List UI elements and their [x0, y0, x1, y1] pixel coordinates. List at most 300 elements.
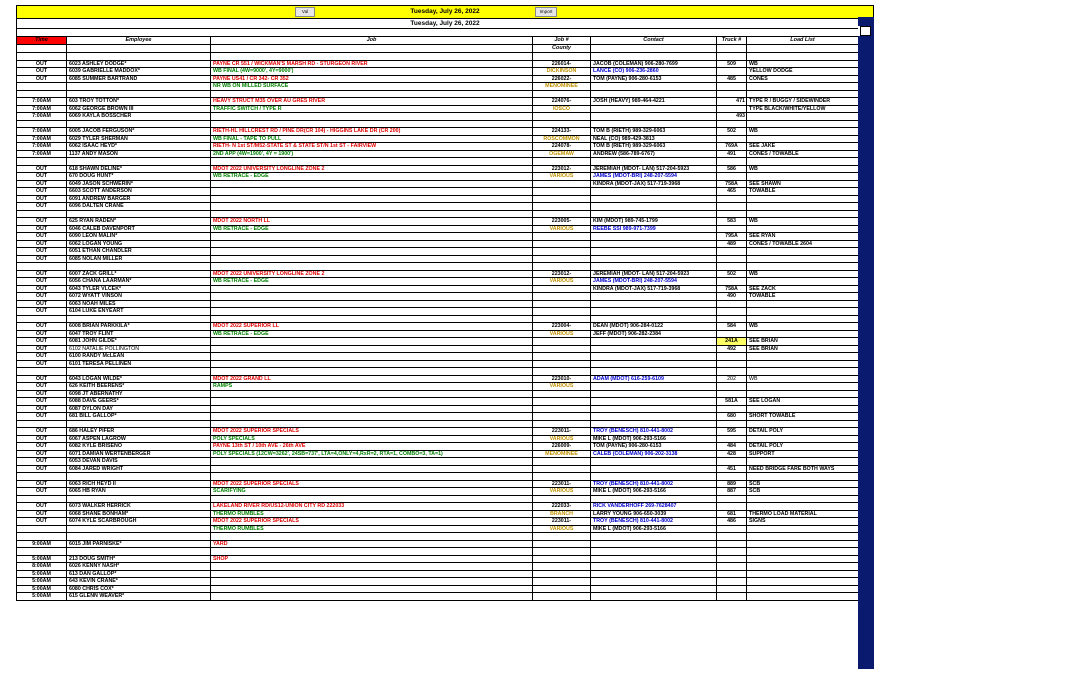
cell-time[interactable]	[17, 368, 67, 376]
cell-load[interactable]	[747, 225, 859, 233]
cell-truck[interactable]	[717, 68, 747, 76]
cell-job[interactable]: PAYNE CR 551 / WICKMAN'S MARSH RD - STURGEON RIVER	[211, 60, 533, 68]
cell-employee[interactable]: 681 BILL GALLOP*	[67, 413, 211, 421]
cell-truck[interactable]	[717, 585, 747, 593]
cell-truck[interactable]	[717, 135, 747, 143]
cell-contact[interactable]	[591, 240, 717, 248]
cell-job[interactable]: THERMO RUMBLES	[211, 525, 533, 533]
cell-job[interactable]: SHOP	[211, 555, 533, 563]
cell-load[interactable]: WB	[747, 128, 859, 136]
cell-job[interactable]: SCARIFYING	[211, 488, 533, 496]
cell-job[interactable]: WB FINAL - TAPE TO PULL	[211, 135, 533, 143]
cell-load[interactable]: SCB	[747, 488, 859, 496]
cell-contact[interactable]	[591, 188, 717, 196]
cell-truck[interactable]: 583	[717, 218, 747, 226]
cell-truck[interactable]	[717, 300, 747, 308]
cell-job[interactable]	[211, 413, 533, 421]
cell-contact[interactable]: MIKE L (MDOT) 906-293-5166	[591, 525, 717, 533]
cell-truck[interactable]: 502	[717, 270, 747, 278]
cell-job[interactable]	[211, 158, 533, 166]
cell-job[interactable]	[211, 570, 533, 578]
cell-load[interactable]	[747, 593, 859, 601]
cell-jobno[interactable]	[533, 593, 591, 601]
cell-employee[interactable]: 6102 NATALIE POLLINGTON	[67, 345, 211, 353]
cell-jobno[interactable]	[533, 585, 591, 593]
cell-time[interactable]: 7:00AM	[17, 105, 67, 113]
cell-load[interactable]	[747, 135, 859, 143]
cell-load[interactable]: CONES	[747, 75, 859, 83]
cell-job[interactable]	[211, 578, 533, 586]
cell-load[interactable]: WB	[747, 165, 859, 173]
cell-employee[interactable]: 626 KEITH BEERENS*	[67, 383, 211, 391]
cell-jobno[interactable]	[533, 360, 591, 368]
cell-truck[interactable]: 769A	[717, 143, 747, 151]
cell-contact[interactable]: ADAM (MDOT) 616-259-6109	[591, 375, 717, 383]
cell-employee[interactable]: 6063 RICH HEYD II	[67, 480, 211, 488]
cell-employee[interactable]: 6039 GABRIELLE MADDOX*	[67, 68, 211, 76]
cell-time[interactable]: OUT	[17, 503, 67, 511]
cell-employee[interactable]: 6104 LUKE ENYEART	[67, 308, 211, 316]
cell-employee[interactable]: 6069 KAYLA BOSSCHER	[67, 113, 211, 121]
cell-time[interactable]: OUT	[17, 338, 67, 346]
cell-employee[interactable]: 6074 KYLE SCARBROUGH	[67, 518, 211, 526]
cell-contact[interactable]	[591, 495, 717, 503]
cell-jobno[interactable]	[533, 345, 591, 353]
cell-jobno[interactable]	[533, 353, 591, 361]
cell-employee[interactable]: 6005 JACOB FERGUSON*	[67, 128, 211, 136]
cell-contact[interactable]: KIM (MDOT) 989-745-1799	[591, 218, 717, 226]
cell-load[interactable]: SEE ZACK	[747, 285, 859, 293]
cell-job[interactable]	[211, 300, 533, 308]
cell-truck[interactable]: 202	[717, 375, 747, 383]
cell-employee[interactable]: 1137 ANDY MASON	[67, 150, 211, 158]
cell-time[interactable]	[17, 315, 67, 323]
cell-time[interactable]: OUT	[17, 518, 67, 526]
cell-jobno[interactable]	[533, 368, 591, 376]
cell-job[interactable]	[211, 188, 533, 196]
cell-employee[interactable]: 6098 JT ABERNATHY	[67, 390, 211, 398]
cell-job[interactable]	[211, 263, 533, 271]
cell-time[interactable]: OUT	[17, 353, 67, 361]
cell-load[interactable]	[747, 308, 859, 316]
cell-employee[interactable]	[67, 368, 211, 376]
cell-time[interactable]: OUT	[17, 188, 67, 196]
cell-load[interactable]	[747, 248, 859, 256]
cell-job[interactable]: WB RETRACE - EDGE	[211, 330, 533, 338]
cell-truck[interactable]	[717, 563, 747, 571]
cell-truck[interactable]	[717, 570, 747, 578]
cell-time[interactable]: OUT	[17, 293, 67, 301]
cell-jobno[interactable]	[533, 495, 591, 503]
cell-contact[interactable]: KINDRA (MDOT-JAX) 517-719-3968	[591, 285, 717, 293]
cell-load[interactable]: TOWABLE	[747, 293, 859, 301]
cell-jobno[interactable]	[533, 533, 591, 541]
cell-jobno[interactable]: 223011-	[533, 480, 591, 488]
cell-jobno[interactable]: 224133-	[533, 128, 591, 136]
cell-time[interactable]: 7:00AM	[17, 113, 67, 121]
cell-contact[interactable]	[591, 248, 717, 256]
cell-load[interactable]	[747, 570, 859, 578]
cell-employee[interactable]: 618 SHAWN DELINE*	[67, 165, 211, 173]
cell-employee[interactable]: 6023 ASHLEY DODGE*	[67, 60, 211, 68]
cell-jobno[interactable]: VARIOUS	[533, 225, 591, 233]
cell-contact[interactable]	[591, 360, 717, 368]
cell-load[interactable]	[747, 195, 859, 203]
cell-time[interactable]: OUT	[17, 398, 67, 406]
cell-time[interactable]	[17, 420, 67, 428]
cell-truck[interactable]	[717, 173, 747, 181]
cell-time[interactable]	[17, 548, 67, 556]
cell-jobno[interactable]: VARIOUS	[533, 435, 591, 443]
cell-jobno[interactable]	[533, 255, 591, 263]
cell-time[interactable]: 5:00AM	[17, 555, 67, 563]
cell-employee[interactable]	[67, 210, 211, 218]
cell-contact[interactable]: MIKE L (MDOT) 906-293-5166	[591, 435, 717, 443]
cell-truck[interactable]	[717, 405, 747, 413]
cell-job[interactable]: 2ND APP (4W=1900', 4Y = 1900')	[211, 150, 533, 158]
cell-jobno[interactable]	[533, 548, 591, 556]
cell-time[interactable]: OUT	[17, 75, 67, 83]
cell-truck[interactable]	[717, 248, 747, 256]
cell-time[interactable]: OUT	[17, 173, 67, 181]
cell-contact[interactable]: JEREMIAH (MDOT- LAN) 517-204-5923	[591, 270, 717, 278]
cell-contact[interactable]	[591, 195, 717, 203]
cell-contact[interactable]	[591, 383, 717, 391]
cell-jobno[interactable]: OGEMAW	[533, 150, 591, 158]
cell-job[interactable]	[211, 368, 533, 376]
cell-job[interactable]: MDOT 2022 GRAND LL	[211, 375, 533, 383]
cell-load[interactable]: TYPE R / BUGGY / SIDEWINDER	[747, 98, 859, 106]
cell-job[interactable]	[211, 203, 533, 211]
cell-employee[interactable]: 613 DAN GALLOP*	[67, 570, 211, 578]
cell-employee[interactable]: 6056 CHANA LAARMAN*	[67, 278, 211, 286]
cell-contact[interactable]	[591, 210, 717, 218]
cell-employee[interactable]: 686 HALEY PIFER	[67, 428, 211, 436]
cell-employee[interactable]: 6068 SHANE BONHAM*	[67, 510, 211, 518]
cell-time[interactable]: OUT	[17, 60, 67, 68]
cell-employee[interactable]	[67, 495, 211, 503]
cell-contact[interactable]: LARRY YOUNG 906-650-3039	[591, 510, 717, 518]
cell-employee[interactable]: 6071 DAMIAN WERTENBERGER	[67, 450, 211, 458]
cell-time[interactable]: OUT	[17, 278, 67, 286]
cell-load[interactable]	[747, 495, 859, 503]
cell-job[interactable]	[211, 420, 533, 428]
cell-employee[interactable]: 6062 LOGAN YOUNG	[67, 240, 211, 248]
cell-time[interactable]: OUT	[17, 323, 67, 331]
cell-employee[interactable]: 6082 KYLE BRISENO	[67, 443, 211, 451]
cell-time[interactable]	[17, 210, 67, 218]
cell-employee[interactable]: 6084 JARED WRIGHT	[67, 465, 211, 473]
cell-contact[interactable]: JAMES (MDOT-BRI) 248-207-5594	[591, 278, 717, 286]
cell-truck[interactable]: 680	[717, 413, 747, 421]
cell-employee[interactable]	[67, 90, 211, 98]
cell-job[interactable]	[211, 563, 533, 571]
cell-employee[interactable]: 6007 ZACK GRILL*	[67, 270, 211, 278]
cell-jobno[interactable]: 223012-	[533, 165, 591, 173]
cell-contact[interactable]: TOM B (RIETH) 989-329-6063	[591, 128, 717, 136]
cell-job[interactable]: HEAVY STRUCT M35 OVER AU GRES RIVER	[211, 98, 533, 106]
cell-job[interactable]: MDOT 2022 SUPERIOR LL	[211, 323, 533, 331]
cell-job[interactable]: THERMO RUMBLES	[211, 510, 533, 518]
cell-truck[interactable]: 471	[717, 98, 747, 106]
cell-load[interactable]: CONES / TOWABLE 2604	[747, 240, 859, 248]
cell-job[interactable]	[211, 390, 533, 398]
cell-employee[interactable]: 6073 WALKER HERRICK	[67, 503, 211, 511]
cell-jobno[interactable]	[533, 120, 591, 128]
cell-jobno[interactable]	[533, 398, 591, 406]
cell-jobno[interactable]: DICKINSON	[533, 68, 591, 76]
cell-load[interactable]	[747, 458, 859, 466]
cell-time[interactable]: OUT	[17, 390, 67, 398]
cell-load[interactable]	[747, 315, 859, 323]
cell-employee[interactable]: 6063 NOAH MILES	[67, 300, 211, 308]
cell-job[interactable]	[211, 585, 533, 593]
cell-time[interactable]: OUT	[17, 165, 67, 173]
cell-time[interactable]: OUT	[17, 270, 67, 278]
cell-truck[interactable]: 241A	[717, 338, 747, 346]
cell-time[interactable]	[17, 53, 67, 61]
cell-job[interactable]: WB RETRACE - EDGE	[211, 173, 533, 181]
cell-time[interactable]: OUT	[17, 248, 67, 256]
cell-jobno[interactable]	[533, 203, 591, 211]
cell-time[interactable]: OUT	[17, 488, 67, 496]
cell-jobno[interactable]: VARIOUS	[533, 488, 591, 496]
cell-truck[interactable]: 887	[717, 488, 747, 496]
cell-job[interactable]	[211, 120, 533, 128]
cell-jobno[interactable]: 222033-	[533, 503, 591, 511]
cell-time[interactable]: 5:00AM	[17, 585, 67, 593]
cell-contact[interactable]	[591, 203, 717, 211]
cell-truck[interactable]: 451	[717, 465, 747, 473]
cell-load[interactable]: SEE JAKE	[747, 143, 859, 151]
cell-time[interactable]: 5:00AM	[17, 570, 67, 578]
cell-time[interactable]: OUT	[17, 375, 67, 383]
cell-load[interactable]	[747, 90, 859, 98]
cell-load[interactable]: WB	[747, 323, 859, 331]
cell-employee[interactable]: 6087 DYLON DAY	[67, 405, 211, 413]
cell-load[interactable]	[747, 83, 859, 91]
cell-contact[interactable]: TOM (PAYNE) 906-280-6153	[591, 75, 717, 83]
cell-contact[interactable]	[591, 473, 717, 481]
cell-time[interactable]: OUT	[17, 405, 67, 413]
cell-jobno[interactable]: 224078-	[533, 143, 591, 151]
cell-job[interactable]: YARD	[211, 540, 533, 548]
cell-load[interactable]: YELLOW DODGE	[747, 68, 859, 76]
cell-load[interactable]: SCB	[747, 480, 859, 488]
cell-jobno[interactable]	[533, 405, 591, 413]
import-button[interactable]: Import	[535, 7, 557, 17]
cell-load[interactable]	[747, 330, 859, 338]
cell-contact[interactable]	[591, 563, 717, 571]
cell-truck[interactable]: 581A	[717, 398, 747, 406]
cell-contact[interactable]	[591, 540, 717, 548]
cell-job[interactable]: MDOT 2022 SUPERIOR SPECIALS	[211, 428, 533, 436]
cell-jobno[interactable]	[533, 180, 591, 188]
cell-job[interactable]: LAKELAND RIVER RD/US12-UNION CITY RD 222033	[211, 503, 533, 511]
cell-contact[interactable]	[591, 120, 717, 128]
cell-truck[interactable]	[717, 315, 747, 323]
cell-load[interactable]: DETAIL POLY	[747, 428, 859, 436]
cell-time[interactable]: OUT	[17, 510, 67, 518]
cell-contact[interactable]	[591, 458, 717, 466]
cell-time[interactable]: 5:00AM	[17, 578, 67, 586]
cell-truck[interactable]	[717, 105, 747, 113]
cell-employee[interactable]: 6081 JOHN GILDE*	[67, 338, 211, 346]
cell-contact[interactable]	[591, 255, 717, 263]
cell-jobno[interactable]	[533, 263, 591, 271]
cell-contact[interactable]	[591, 293, 717, 301]
cell-truck[interactable]	[717, 383, 747, 391]
cell-job[interactable]: RIETH- N 1st ST/M52-STATE ST & STATE ST/N 1st ST - FAIRVIEW	[211, 143, 533, 151]
cell-job[interactable]	[211, 210, 533, 218]
cell-load[interactable]	[747, 390, 859, 398]
cell-contact[interactable]	[591, 413, 717, 421]
cell-time[interactable]: OUT	[17, 225, 67, 233]
cell-truck[interactable]	[717, 278, 747, 286]
cell-time[interactable]: 7:00AM	[17, 98, 67, 106]
cell-load[interactable]	[747, 540, 859, 548]
cell-time[interactable]: OUT	[17, 233, 67, 241]
cell-jobno[interactable]	[533, 248, 591, 256]
cell-job[interactable]	[211, 113, 533, 121]
cell-employee[interactable]	[67, 548, 211, 556]
cell-employee[interactable]: 6085 SUMMER BARTRAND	[67, 75, 211, 83]
cell-time[interactable]: 7:00AM	[17, 143, 67, 151]
cell-jobno[interactable]	[533, 308, 591, 316]
cell-contact[interactable]	[591, 263, 717, 271]
cell-truck[interactable]	[717, 420, 747, 428]
cell-load[interactable]: WB	[747, 270, 859, 278]
cell-truck[interactable]	[717, 120, 747, 128]
cell-truck[interactable]	[717, 210, 747, 218]
cell-contact[interactable]: TROY (BENESCH) 810-441-8002	[591, 518, 717, 526]
cell-truck[interactable]	[717, 255, 747, 263]
cell-contact[interactable]	[591, 345, 717, 353]
cell-contact[interactable]	[591, 90, 717, 98]
cell-contact[interactable]	[591, 420, 717, 428]
cell-employee[interactable]: 603 TROY TOTTON*	[67, 98, 211, 106]
cell-truck[interactable]	[717, 435, 747, 443]
cell-time[interactable]	[17, 158, 67, 166]
cell-time[interactable]: 9:00AM	[17, 540, 67, 548]
cell-contact[interactable]: TROY (BENESCH) 810-441-8002	[591, 428, 717, 436]
cell-truck[interactable]	[717, 195, 747, 203]
cell-truck[interactable]	[717, 473, 747, 481]
cell-jobno[interactable]: 223012-	[533, 270, 591, 278]
cell-load[interactable]	[747, 353, 859, 361]
cell-job[interactable]	[211, 548, 533, 556]
cell-jobno[interactable]	[533, 53, 591, 61]
cell-time[interactable]: OUT	[17, 68, 67, 76]
cell-jobno[interactable]	[533, 413, 591, 421]
cell-jobno[interactable]: MENOMINEE	[533, 83, 591, 91]
cell-truck[interactable]: 465	[717, 188, 747, 196]
cell-time[interactable]: OUT	[17, 308, 67, 316]
cell-truck[interactable]	[717, 548, 747, 556]
cell-truck[interactable]: 486	[717, 518, 747, 526]
cell-job[interactable]	[211, 285, 533, 293]
cell-job[interactable]	[211, 53, 533, 61]
cell-employee[interactable]: 6065 HB RYAN	[67, 488, 211, 496]
cell-load[interactable]	[747, 360, 859, 368]
cell-contact[interactable]	[591, 578, 717, 586]
cell-jobno[interactable]: 223011-	[533, 518, 591, 526]
cell-contact[interactable]: NEAL (CO) 989-429-3813	[591, 135, 717, 143]
cell-truck[interactable]	[717, 90, 747, 98]
scroll-thumb[interactable]	[860, 26, 871, 36]
cell-employee[interactable]: 6100 RANDY McLEAN	[67, 353, 211, 361]
cell-jobno[interactable]	[533, 390, 591, 398]
cell-contact[interactable]: JAMES (MDOT-BRI) 248-207-5594	[591, 173, 717, 181]
cell-contact[interactable]	[591, 83, 717, 91]
cell-employee[interactable]: 6015 JIM PARNISKE*	[67, 540, 211, 548]
cell-truck[interactable]	[717, 555, 747, 563]
cell-time[interactable]: 5:00AM	[17, 593, 67, 601]
cell-load[interactable]: THERMO LOAD MATERIAL	[747, 510, 859, 518]
cell-time[interactable]	[17, 263, 67, 271]
cell-contact[interactable]	[591, 158, 717, 166]
cell-truck[interactable]	[717, 203, 747, 211]
cell-jobno[interactable]: 224076-	[533, 98, 591, 106]
val-button[interactable]: Val	[295, 7, 315, 17]
cell-employee[interactable]: 6080 CHRIS COX*	[67, 585, 211, 593]
cell-job[interactable]	[211, 473, 533, 481]
cell-jobno[interactable]: 223011-	[533, 428, 591, 436]
cell-truck[interactable]	[717, 368, 747, 376]
cell-time[interactable]: OUT	[17, 218, 67, 226]
cell-time[interactable]: OUT	[17, 285, 67, 293]
cell-contact[interactable]	[591, 548, 717, 556]
cell-jobno[interactable]	[533, 338, 591, 346]
cell-load[interactable]	[747, 278, 859, 286]
cell-truck[interactable]: 889	[717, 480, 747, 488]
cell-employee[interactable]: 6049 JASON SCHWERIN*	[67, 180, 211, 188]
cell-jobno[interactable]	[533, 158, 591, 166]
cell-contact[interactable]: DEAN (MDOT) 906-284-0122	[591, 323, 717, 331]
cell-load[interactable]	[747, 420, 859, 428]
cell-job[interactable]	[211, 195, 533, 203]
cell-truck[interactable]: 509	[717, 60, 747, 68]
cell-truck[interactable]: 758A	[717, 285, 747, 293]
cell-load[interactable]	[747, 210, 859, 218]
cell-job[interactable]: WB RETRACE - EDGE	[211, 278, 533, 286]
cell-load[interactable]	[747, 263, 859, 271]
cell-employee[interactable]: 6053 DEVAN DAVIS	[67, 458, 211, 466]
cell-job[interactable]: WB RETRACE - EDGE	[211, 225, 533, 233]
cell-employee[interactable]: 6085 NOLAN MILLER	[67, 255, 211, 263]
cell-load[interactable]	[747, 555, 859, 563]
cell-truck[interactable]: 493	[717, 113, 747, 121]
cell-job[interactable]	[211, 458, 533, 466]
cell-jobno[interactable]: 226009-	[533, 443, 591, 451]
cell-time[interactable]: OUT	[17, 330, 67, 338]
cell-jobno[interactable]: 223005-	[533, 218, 591, 226]
cell-contact[interactable]	[591, 233, 717, 241]
cell-load[interactable]	[747, 578, 859, 586]
cell-load[interactable]: CONES / TOWABLE	[747, 150, 859, 158]
cell-time[interactable]: OUT	[17, 443, 67, 451]
cell-job[interactable]: RAMPS	[211, 383, 533, 391]
cell-load[interactable]: SHORT TOWABLE	[747, 413, 859, 421]
cell-employee[interactable]: 643 KEVIN CRANE*	[67, 578, 211, 586]
cell-job[interactable]: MDOT 2022 NORTH LL	[211, 218, 533, 226]
cell-contact[interactable]	[591, 465, 717, 473]
cell-job[interactable]: MDOT 2022 UNIVERSITY LONGLINE ZONE 2	[211, 165, 533, 173]
cell-jobno[interactable]	[533, 555, 591, 563]
cell-employee[interactable]	[67, 263, 211, 271]
cell-job[interactable]: WB FINAL (4W=9000', 4Y=9000')	[211, 68, 533, 76]
cell-job[interactable]: POLY SPECIALS	[211, 435, 533, 443]
